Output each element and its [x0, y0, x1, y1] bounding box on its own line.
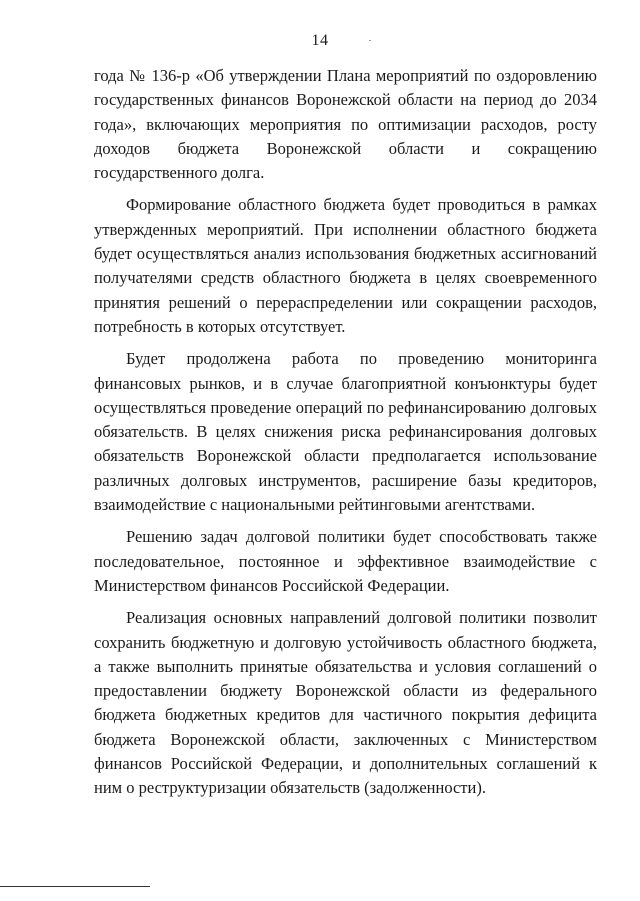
paragraph-4: Решению задач долговой политики будет способствовать также последовательное, постоянное и эффективное взаимодействие с Министерством финансов Российской Федерации.: [94, 527, 597, 595]
page-number: 14: [311, 32, 329, 49]
paragraph-5: Реализация основных направлений долговой политики позволит сохранить бюджетную и долговую устойчивость областного бюджета, а также выполнить принятые обязательства и условия соглашений о предоставлении бюджету Воронежской области из федерального бюджета бюджетных кредитов для частичного покрытия дефицита бюджета Воронежской области, заключенных с Министерством финансов Российской Федерации, и дополнительных соглашений к ним о реструктуризации обязательств (задолженности).: [94, 608, 597, 798]
paragraph-1: года № 136-р «Об утверждении Плана мероприятий по оздоровлению государственных финансов Воронежской области на период до 2034 года», включающих мероприятия по оптимизации расходов, росту доходов бюджета Воронежской области и сокращению государственного долга.: [94, 66, 597, 183]
footnote-rule: [0, 886, 150, 887]
paragraph-2: Формирование областного бюджета будет проводиться в рамках утвержденных мероприятий. При исполнении областного бюджета будет осуществляться анализ использования бюджетных ассигнований получателями средств областного бюджета в целях своевременного принятия решений о перераспределении или сокращении расходов, потребность в которых отсутствует.: [94, 195, 597, 336]
paragraph-3: Будет продолжена работа по проведению мониторинга финансовых рынков, и в случае благоприятной конъюнктуры будет осуществляться проведение операций по рефинансированию долговых обязательств. В целях снижения риска рефинансирования долговых обязательств Воронежской области предполагается использование различных долговых инструментов, расширение базы кредиторов, взаимодействие с национальными рейтинговыми агентствами.: [94, 349, 597, 515]
scan-speck: [369, 40, 371, 41]
document-body: [94, 64, 597, 801]
